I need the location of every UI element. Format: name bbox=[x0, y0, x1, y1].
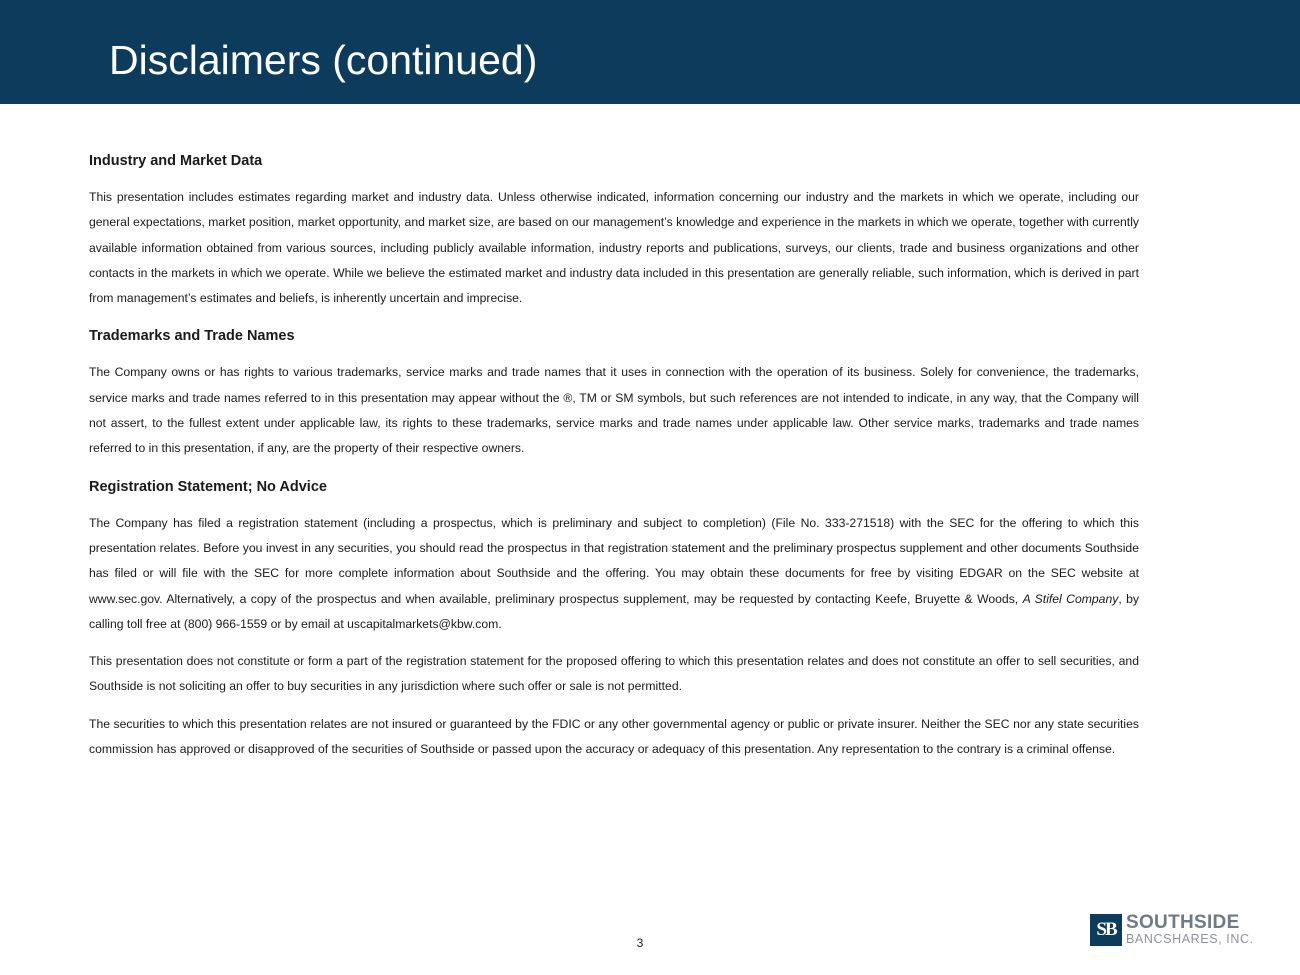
securities-paragraph: The securities to which this presentation relates are not insured or guaranteed by the FDIC or any other governmental agency or public or private insurer. Neither the SEC nor any state securities commission has approved or disapproved of the securities of Southside or passed upon the accuracy or adequacy of this presentation. Any representation to the contrary is a criminal offense. bbox=[89, 716, 1139, 757]
registration-text-italic: A Stifel Company bbox=[1022, 591, 1119, 606]
section-heading-registration: Registration Statement; No Advice bbox=[89, 478, 327, 495]
southside-logo bbox=[1090, 913, 1254, 947]
logo-wordmark bbox=[1126, 914, 1254, 946]
registration-text-after: , by calling toll free at (800) 966-1559 or by email at uscapitalmarkets@kbw.com. bbox=[89, 591, 1140, 631]
southside-logo-icon: SB bbox=[1090, 914, 1122, 946]
page-number: 3 bbox=[636, 936, 644, 950]
registration-paragraph bbox=[89, 511, 1139, 637]
logo-subtitle: BANCSHARES, INC. bbox=[1126, 932, 1254, 946]
page-title: Disclaimers (continued) bbox=[109, 37, 538, 83]
trademarks-paragraph: The Company owns or has rights to various trademarks, service marks and trade names that it uses in connection with the operation of its business. Solely for convenience, the trademarks, service marks and trade names referred to in this presentation may appear without the ®, TM or SM symbols, but such references are not intended to indicate, in any way, that the Company will not assert, to the fullest extent under applicable law, its rights to these trademarks, service marks and trade names under applicable law. Other service marks, trademarks and trade names referred to in this presentation, if any, are the property of their respective owners. bbox=[89, 365, 1139, 456]
disclaimer-content bbox=[89, 148, 1139, 762]
header-band bbox=[0, 0, 1300, 104]
logo-name: SOUTHSIDE bbox=[1126, 912, 1240, 933]
registration-text-before: The Company has filed a registration statement (including a prospectus, which is preliminary and subject to completion) (File No. 333-271518) with the SEC for the offering to which this presentation relates. Before you invest in any securities, you should read the prospectus in that registration statement and the preliminary prospectus supplement and other documents Southside has filed or will file with the SEC for more complete information about Southside and the offering. You may obtain these documents for free by visiting EDGAR on the SEC website at www.sec.gov. Alternatively, a copy of the prospectus and when available, preliminary prospectus supplement, may be requested by contacting Keefe, Bruyette & Woods, bbox=[89, 515, 1139, 606]
industry-paragraph: This presentation includes estimates regarding market and industry data. Unless otherwise indicated, information concerning our industry and the markets in which we operate, including our general expectations, market position, market opportunity, and market size, are based on our management’s knowledge and experience in the markets in which we operate, together with currently available information obtained from various sources, including publicly available information, industry reports and publications, surveys, our clients, trade and business organizations and other contacts in the markets in which we operate. While we believe the estimated market and industry data included in this presentation are generally reliable, such information, which is derived in part from management’s estimates and beliefs, is inherently uncertain and imprecise. bbox=[89, 190, 1139, 306]
section-heading-trademarks: Trademarks and Trade Names bbox=[89, 328, 295, 345]
section-heading-industry: Industry and Market Data bbox=[89, 153, 263, 169]
offer-paragraph: This presentation does not constitute or form a part of the registration statement for the proposed offering to which this presentation relates and does not constitute an offer to sell securities, and Southside is not soliciting an offer to buy securities in any jurisdiction where such offer or sale is not permitted. bbox=[89, 654, 1139, 694]
